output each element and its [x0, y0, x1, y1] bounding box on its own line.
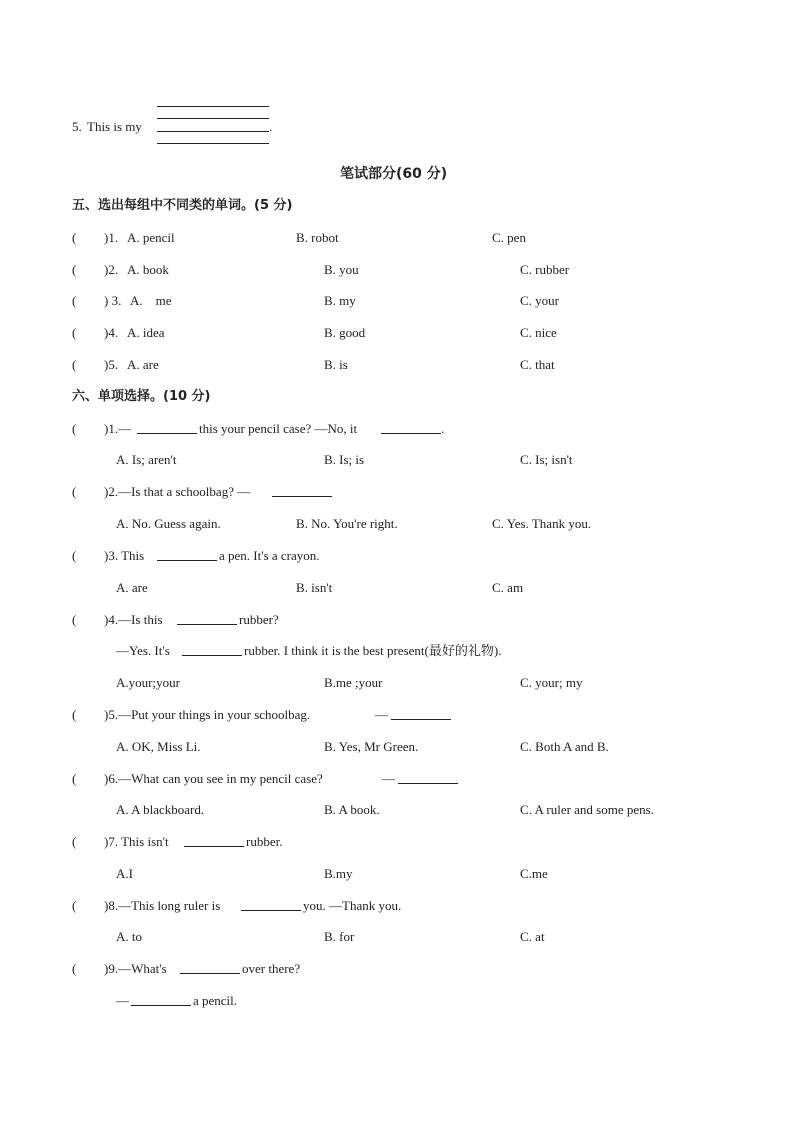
- answer-paren: (: [72, 484, 77, 499]
- item-number: )5.: [104, 357, 119, 372]
- option-a: A.I: [116, 866, 133, 881]
- answer-blank: [131, 993, 191, 1006]
- part6-heading: 六、单项选择。(10 分): [72, 389, 211, 404]
- item-number: )4.: [104, 325, 119, 340]
- question-text: )2.—Is that a schoolbag? —: [104, 484, 251, 499]
- option-a: A. book: [127, 262, 169, 277]
- answer-blank: [391, 707, 451, 720]
- answer-paren: (: [72, 898, 77, 913]
- answer-paren: (: [72, 548, 77, 563]
- answer-paren: (: [72, 707, 77, 722]
- option-b: B. Yes, Mr Green.: [324, 739, 419, 754]
- question-line-2: —Yes. It's: [116, 643, 170, 658]
- option-a: A. OK, Miss Li.: [116, 739, 201, 754]
- question-number: )1.—: [104, 421, 132, 436]
- option-b: B. good: [324, 325, 366, 340]
- part5-heading: 五、选出每组中不同类的单词。(5 分): [72, 198, 293, 213]
- q5-text: This is my: [87, 119, 142, 134]
- option-c: C. Is; isn't: [520, 452, 573, 467]
- option-b: B. my: [324, 293, 356, 308]
- option-c: C. A ruler and some pens.: [520, 802, 654, 817]
- answer-paren: (: [72, 293, 77, 308]
- question-text: this your pencil case? —No, it: [199, 421, 358, 436]
- option-b: B. A book.: [324, 802, 380, 817]
- option-a: A. No. Guess again.: [116, 516, 221, 531]
- item-number: )1.: [104, 230, 119, 245]
- answer-blank: [184, 834, 244, 847]
- answer-paren: (: [72, 612, 77, 627]
- item-number: ) 3.: [104, 293, 122, 308]
- option-c: C. Both A and B.: [520, 739, 609, 754]
- option-c: C.me: [520, 866, 548, 881]
- option-b: B. robot: [296, 230, 339, 245]
- option-a: A.your;your: [116, 675, 180, 690]
- answer-paren: (: [72, 961, 77, 976]
- option-c: C. your; my: [520, 675, 583, 690]
- option-b: B. isn't: [296, 580, 333, 595]
- option-a: A. Is; aren't: [116, 452, 177, 467]
- answer-dash: —: [375, 707, 388, 722]
- writing-line-3: [157, 131, 269, 132]
- answer-blank: [241, 898, 301, 911]
- question-text-end: .: [441, 421, 445, 436]
- option-a: A. are: [127, 357, 159, 372]
- option-a: A. A blackboard.: [116, 802, 205, 817]
- option-b: B. is: [324, 357, 348, 372]
- option-b: B.me ;your: [324, 675, 383, 690]
- question-line-2-end: a pencil.: [193, 993, 238, 1008]
- answer-paren: (: [72, 262, 77, 277]
- option-c: C. nice: [520, 325, 557, 340]
- option-a: A. idea: [127, 325, 165, 340]
- question-number: )8.—This long ruler is: [104, 898, 221, 913]
- answer-blank: [272, 484, 332, 497]
- section-title: 笔试部分(60 分): [340, 166, 448, 182]
- option-c: C. your: [520, 293, 559, 308]
- option-c: C. am: [492, 580, 524, 595]
- question-text: over there?: [242, 961, 301, 976]
- answer-blank: [137, 421, 197, 434]
- question-text: )5.—Put your things in your schoolbag.: [104, 707, 311, 722]
- option-c: C. Yes. Thank you.: [492, 516, 592, 531]
- writing-line-4: [157, 143, 269, 144]
- question-text: you. —Thank you.: [303, 898, 402, 913]
- question-number: )4.—Is this: [104, 612, 163, 627]
- option-c: C. pen: [492, 230, 526, 245]
- option-c: C. at: [520, 929, 545, 944]
- answer-blank: [157, 548, 217, 561]
- option-c: C. rubber: [520, 262, 570, 277]
- answer-paren: (: [72, 230, 77, 245]
- option-a: A. pencil: [127, 230, 175, 245]
- q5-period: .: [269, 119, 273, 134]
- question-text: rubber.: [246, 834, 283, 849]
- option-b: B. No. You're right.: [296, 516, 398, 531]
- answer-paren: (: [72, 357, 77, 372]
- question-text: )6.—What can you see in my pencil case?: [104, 771, 323, 786]
- question-text: rubber?: [239, 612, 279, 627]
- answer-paren: (: [72, 771, 77, 786]
- option-b: B. you: [324, 262, 359, 277]
- option-c: C. that: [520, 357, 555, 372]
- option-b: B.my: [324, 866, 353, 881]
- question-number: )9.—What's: [104, 961, 167, 976]
- answer-blank: [177, 612, 237, 625]
- question-line-2-end: rubber. I think it is the best present(最好的礼物).: [244, 643, 502, 658]
- option-a: A. me: [130, 293, 172, 308]
- item-number: )2.: [104, 262, 119, 277]
- writing-line-2: [157, 118, 269, 119]
- answer-paren: (: [72, 325, 77, 340]
- question-line-2: —: [116, 993, 129, 1008]
- answer-paren: (: [72, 421, 77, 436]
- writing-line-1: [157, 106, 269, 107]
- option-b: B. Is; is: [324, 452, 365, 467]
- question-text: a pen. It's a crayon.: [219, 548, 320, 563]
- answer-blank: [182, 643, 242, 656]
- q5-number: 5.: [72, 119, 82, 134]
- answer-blank: [398, 771, 458, 784]
- option-a: A. to: [116, 929, 142, 944]
- answer-paren: (: [72, 834, 77, 849]
- question-number: )3. This: [104, 548, 145, 563]
- option-b: B. for: [324, 929, 355, 944]
- answer-blank: [180, 961, 240, 974]
- answer-dash: —: [382, 771, 395, 786]
- question-number: )7. This isn't: [104, 834, 169, 849]
- answer-blank: [381, 421, 441, 434]
- option-a: A. are: [116, 580, 148, 595]
